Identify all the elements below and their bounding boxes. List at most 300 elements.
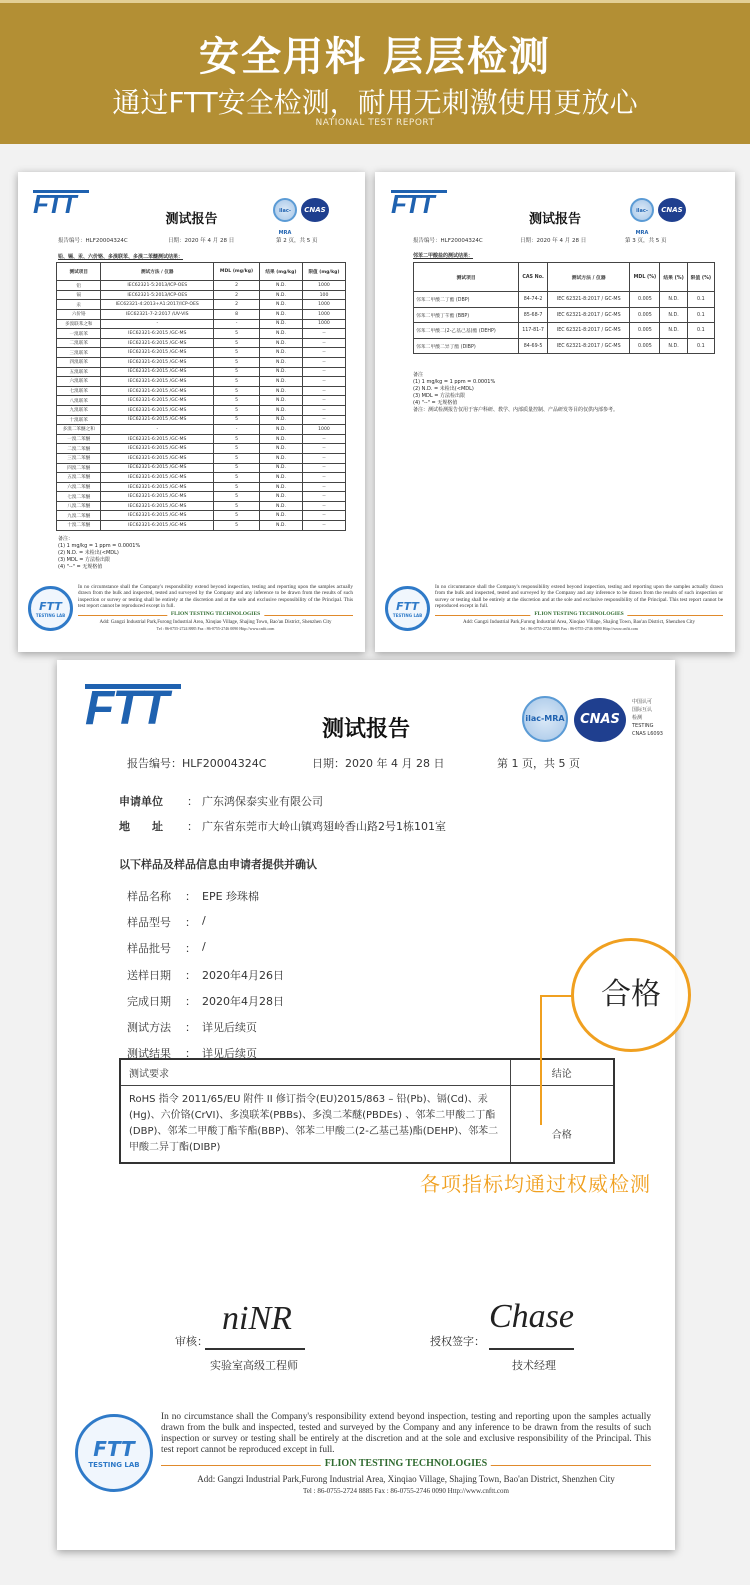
applicant-value: 广东鸿保泰实业有限公司 [202, 795, 323, 808]
table-cell: N.D. [259, 444, 302, 454]
table-cell: 五溴联苯 [57, 367, 101, 377]
table-cell: N.D. [259, 511, 302, 521]
field-value: 详见后续页 [202, 1021, 257, 1034]
column-header: MDL (mg/kg) [214, 263, 260, 281]
table-cell: 85-68-7 [519, 307, 548, 323]
table-cell: IEC62321-7-2:2017 /UV-VIS [101, 310, 214, 320]
table-cell: 0.1 [687, 307, 714, 323]
table-cell: 5 [214, 492, 260, 502]
column-header: 测试方法 / 仪器 [548, 263, 630, 292]
field-value: 2020年4月28日 [202, 994, 284, 1008]
table-cell: -- [302, 338, 345, 348]
table-cell: IEC62321-6:2015 /GC-MS [101, 329, 214, 339]
conclusion-header: 结论 [510, 1059, 614, 1085]
table-cell: N.D. [259, 367, 302, 377]
report-number: 报告编号：HLF20004324C [413, 238, 483, 244]
report-page-1 [57, 660, 675, 1550]
field-label: 样品名称 [127, 890, 171, 903]
page-number: 第 3 页，共 5 页 [625, 238, 667, 244]
table-cell: 一溴联苯 [57, 329, 101, 339]
table-cell: 十溴二苯醚 [57, 521, 101, 531]
table-cell: 100 [302, 290, 345, 300]
note-line: 备注：测试检测报告仅用于客户科研、教学、内部质量控制、产品研发等目的仅供内部参考。 [413, 407, 619, 413]
callout-connector [540, 995, 573, 997]
table-cell: 多溴二苯醚之和 [57, 425, 101, 435]
ilac-logo: ilac-MRA [630, 198, 654, 222]
table-cell: -- [302, 357, 345, 367]
header-banner [0, 0, 750, 144]
table-cell: IEC62321-6:2015 /GC-MS [101, 377, 214, 387]
note-line: 备注 [413, 372, 424, 378]
cnas-text-line: TESTING [632, 723, 654, 729]
table-cell: 0.1 [687, 338, 714, 354]
table-cell: IEC 62321-8:2017 / GC-MS [548, 307, 630, 323]
note-line: (1) 1 mg/kg = 1 ppm = 0.0001% [58, 543, 141, 549]
table-cell: 1000 [302, 310, 345, 320]
table-row [57, 482, 346, 492]
table-cell: IEC62321-6:2015 /GC-MS [101, 348, 214, 358]
table-cell: IEC62321-6:2015 /GC-MS [101, 463, 214, 473]
notes [58, 536, 140, 571]
table-cell: 多溴联苯之和 [57, 319, 101, 329]
table-cell: IEC62321-6:2015 /GC-MS [101, 434, 214, 444]
column-header: 结果 (mg/kg) [259, 263, 302, 281]
company-contact: Tel : 86-0755-2724 8885 Fax : 86-0755-2746 0090 Http://www.cnftt.com [156, 626, 275, 632]
table-cell: N.D. [259, 281, 302, 291]
table-row [57, 463, 346, 473]
table-row [414, 307, 715, 323]
table-cell: 5 [214, 444, 260, 454]
company-address: Add: Gangzi Industrial Park,Furong Industrial Area, Xinqiao Village, Shajing Town, Bao'an District, Shenzhen City [99, 619, 332, 625]
table-row [57, 357, 346, 367]
cnas-text-line: 中国认可 [632, 699, 653, 705]
table-row [414, 323, 715, 339]
table-cell: N.D. [259, 492, 302, 502]
testing-lab-stamp [385, 586, 430, 631]
requirement-header: 测试要求 [120, 1059, 510, 1085]
testing-lab-stamp [28, 586, 73, 631]
table-cell: 八溴二苯醚 [57, 501, 101, 511]
table-cell: 三溴联苯 [57, 348, 101, 358]
footer [78, 584, 353, 631]
table-row [57, 473, 346, 483]
page-number: 第 2 页，共 5 页 [276, 238, 318, 244]
table-cell: IEC62321-5:2013/ICP-OES [101, 281, 214, 291]
table-cell: N.D. [259, 463, 302, 473]
table-row [57, 377, 346, 387]
column-header: 限值 (mg/kg) [302, 263, 345, 281]
company-name: FLION TESTING TECHNOLOGIES [321, 1458, 491, 1469]
cnas-logo: CNAS [301, 198, 329, 222]
table-cell: -- [302, 396, 345, 406]
table-cell: 1000 [302, 300, 345, 310]
field-label: 测试方法 [127, 1021, 171, 1034]
table-cell: -- [302, 405, 345, 415]
table-cell: - [214, 319, 260, 329]
table-cell: -- [302, 386, 345, 396]
cnas-accreditation-text [632, 698, 663, 738]
table-cell: -- [302, 492, 345, 502]
table-cell: -- [302, 453, 345, 463]
ilac-logo: ilac-MRA [522, 696, 568, 742]
signature-line [489, 1348, 574, 1350]
table-cell: -- [302, 348, 345, 358]
table-caption: 铅、镉、汞、六价铬、多溴联苯、多溴二苯醚测试结果： [58, 254, 184, 260]
table-cell: 5 [214, 463, 260, 473]
table-cell: -- [302, 329, 345, 339]
address-value: 广东省东莞市大岭山镇鸡翅岭香山路2号1栋101室 [202, 820, 446, 833]
table-row [57, 290, 346, 300]
table-cell: IEC62321-6:2015 /GC-MS [101, 482, 214, 492]
table-row [57, 511, 346, 521]
field-value: 详见后续页 [202, 1047, 257, 1061]
table-row [414, 338, 715, 354]
table-cell: 5 [214, 367, 260, 377]
report-title: 测试报告 [165, 212, 218, 227]
report-title: 测试报告 [321, 717, 410, 742]
table-cell: IEC62321-6:2015 /GC-MS [101, 338, 214, 348]
table-cell: N.D. [259, 377, 302, 387]
table-cell: 邻苯二甲酸二(2-乙基己基)酯 (DEHP) [414, 323, 519, 339]
cnas-text-line: 检测 [632, 715, 643, 721]
field-label: 完成日期 [127, 994, 171, 1008]
table-cell: 117-81-7 [519, 323, 548, 339]
table-cell: N.D. [259, 290, 302, 300]
table-cell: 汞 [57, 300, 101, 310]
table-cell: IEC62321-6:2015 /GC-MS [101, 492, 214, 502]
table-cell: N.D. [259, 329, 302, 339]
table-cell: 四溴联苯 [57, 357, 101, 367]
table-cell: 邻苯二甲酸二异丁酯 (DIBP) [414, 338, 519, 354]
stamp-logo: FTT [396, 600, 419, 613]
table-cell: -- [302, 511, 345, 521]
colon: ： [187, 795, 198, 808]
table-cell: 十溴联苯 [57, 415, 101, 425]
table-row [57, 434, 346, 444]
table-cell: 镉 [57, 290, 101, 300]
table-cell: IEC62321-6:2015 /GC-MS [101, 386, 214, 396]
table-cell: N.D. [259, 453, 302, 463]
field-label: 送样日期 [127, 968, 171, 982]
table-cell: 一溴二苯醚 [57, 434, 101, 444]
table-cell: - [101, 319, 214, 329]
table-cell: 2 [214, 281, 260, 291]
table-cell: IEC62321-6:2015 /GC-MS [101, 453, 214, 463]
table-row [57, 492, 346, 502]
table-cell: IEC 62321-8:2017 / GC-MS [548, 338, 630, 354]
table-cell: 九溴二苯醚 [57, 511, 101, 521]
table-cell: N.D. [660, 307, 687, 323]
table-cell: 5 [214, 329, 260, 339]
table-cell: N.D. [259, 482, 302, 492]
table-cell: 八溴联苯 [57, 396, 101, 406]
table-cell: 三溴二苯醚 [57, 453, 101, 463]
table-cell: 邻苯二甲酸二丁酯 (DBP) [414, 292, 519, 308]
table-row [57, 319, 346, 329]
note-line: 备注： [58, 536, 74, 542]
column-header: 测试方法 / 仪器 [101, 263, 214, 281]
note-line: (2) N.D. = 未检出(<MDL) [413, 386, 474, 392]
table-cell: N.D. [259, 300, 302, 310]
table-row [57, 386, 346, 396]
ftt-logo: FTT [391, 190, 447, 215]
table-cell: -- [302, 501, 345, 511]
table-cell: N.D. [259, 521, 302, 531]
disclaimer: In no circumstance shall the Company's responsibility extend beyond inspection, testing and reporting upon the samples actually drawn from the bulk and inspected, tested and surveyed by the Company and any inference to be drawn from the results of such inspection or survey or testing shall be entirely at the discretion and at the sole and exclusive responsibility of the Principal. This test report cannot be reproduced except in full. [78, 584, 353, 610]
table-cell: 2 [214, 290, 260, 300]
table-cell: 5 [214, 482, 260, 492]
field-label: 测试结果 [127, 1047, 171, 1061]
cnas-text-line: CNAS L6093 [632, 731, 663, 737]
table-cell: IEC62321-6:2015 /GC-MS [101, 444, 214, 454]
column-header: MDL (%) [630, 263, 660, 292]
page-number: 第 1 页，共 5 页 [497, 757, 580, 770]
field-colon: ： [185, 942, 196, 956]
table-cell: - [101, 425, 214, 435]
table-cell: 5 [214, 453, 260, 463]
table-cell: IEC62321-6:2015 /GC-MS [101, 511, 214, 521]
company-address: Add: Gangzi Industrial Park,Furong Industrial Area, Xinqiao Village, Shajing Town, Bao'an District, Shenzhen City [463, 619, 695, 625]
table-cell: 5 [214, 521, 260, 531]
field-colon: ： [185, 1021, 196, 1034]
note-line: (3) MDL = 方法检出限 [58, 557, 110, 563]
table-row [57, 453, 346, 463]
callout-circle: 合格 [571, 938, 691, 1052]
table-cell: 5 [214, 357, 260, 367]
column-header: 结果 (%) [660, 263, 687, 292]
table-cell: IEC62321-6:2015 /GC-MS [101, 367, 214, 377]
column-header: 测试项目 [414, 263, 519, 292]
testing-lab-stamp [75, 1414, 153, 1492]
table-cell: IEC 62321-8:2017 / GC-MS [548, 292, 630, 308]
company-contact: Tel : 86-0755-2724 8885 Fax : 86-0755-2746 0090 Http://www.cnftt.com [303, 1487, 509, 1495]
report-page-2 [18, 172, 365, 652]
field-colon: ： [185, 916, 196, 930]
field-colon: ： [185, 1047, 196, 1061]
note-line: (1) 1 mg/kg = 1 ppm = 0.0001% [413, 379, 496, 385]
table-cell: IEC62321-6:2015 /GC-MS [101, 415, 214, 425]
field-value: 2020年4月26日 [202, 968, 284, 982]
table-cell: -- [302, 367, 345, 377]
stamp-logo: FTT [39, 600, 62, 613]
table-cell: 0.005 [630, 323, 660, 339]
note-line: (4) "--" = 无规格值 [58, 564, 103, 570]
note-line: (2) N.D. = 未检出(<MDL) [58, 550, 119, 556]
table-cell: IEC62321-6:2015 /GC-MS [101, 405, 214, 415]
table-cell: 七溴二苯醚 [57, 492, 101, 502]
table-cell: 邻苯二甲酸丁苄酯 (BBP) [414, 307, 519, 323]
callout-caption: 各项指标均通过权威检测 [420, 1172, 651, 1196]
table-cell: 5 [214, 434, 260, 444]
field-colon: ： [185, 890, 196, 903]
notes [413, 372, 618, 414]
reviewer-signature: niNR [222, 1300, 292, 1337]
conclusion-value: 合格 [510, 1085, 614, 1163]
table-cell: N.D. [259, 434, 302, 444]
table-cell: 8 [214, 310, 260, 320]
banner-title: 安全用料 层层检测 [199, 34, 551, 80]
field-colon: ： [185, 994, 196, 1008]
table-cell: N.D. [259, 319, 302, 329]
table-cell: N.D. [259, 348, 302, 358]
table-cell: 2 [214, 300, 260, 310]
table-row [57, 521, 346, 531]
report-page-3 [375, 172, 735, 652]
cnas-logo: CNAS [658, 198, 686, 222]
table-caption: 邻苯二甲酸盐的测试结果： [413, 253, 474, 259]
reviewer-title: 实验室高级工程师 [210, 1359, 298, 1372]
company-name: FLION TESTING TECHNOLOGIES [530, 611, 627, 617]
table-cell: -- [302, 444, 345, 454]
table-cell: 5 [214, 415, 260, 425]
table-cell: -- [302, 434, 345, 444]
table-cell: N.D. [660, 338, 687, 354]
table-cell: - [214, 425, 260, 435]
banner-tagline: NATIONAL TEST REPORT [315, 118, 435, 128]
field-colon: ： [185, 968, 196, 982]
signer-signature: Chase [489, 1298, 574, 1335]
table-cell: N.D. [259, 338, 302, 348]
report-title: 测试报告 [528, 212, 581, 227]
table-cell: N.D. [259, 501, 302, 511]
table-cell: N.D. [259, 473, 302, 483]
table-cell: 0.1 [687, 323, 714, 339]
results-table [413, 262, 715, 354]
table-row [57, 405, 346, 415]
table-cell: IEC 62321-8:2017 / GC-MS [548, 323, 630, 339]
table-cell: 5 [214, 377, 260, 387]
colon: ： [187, 820, 198, 833]
table-cell: 1000 [302, 281, 345, 291]
disclaimer: In no circumstance shall the Company's responsibility extend beyond inspection, testing and reporting upon the samples actually drawn from the bulk and inspected, tested and surveyed by the Company and any inference to be drawn from the results of such inspection or survey or testing shall be entirely at the discretion and at the sole and exclusive responsibility of the Principal. This test report cannot be reproduced except in full. [435, 584, 723, 610]
table-row [57, 501, 346, 511]
table-cell: 1000 [302, 425, 345, 435]
table-cell: N.D. [660, 323, 687, 339]
stamp-text: TESTING LAB [35, 613, 66, 618]
table-cell: 0.005 [630, 307, 660, 323]
report-date: 日期：2020 年 4 月 28 日 [168, 238, 235, 244]
results-table [56, 262, 346, 531]
table-row [57, 338, 346, 348]
footer [161, 1412, 651, 1495]
company-contact: Tel : 86-0755-2724 8885 Fax : 86-0755-2746 0090 Http://www.cnftt.com [520, 626, 638, 632]
table-cell: N.D. [259, 386, 302, 396]
table-cell: IEC62321-6:2015 /GC-MS [101, 396, 214, 406]
table-row [57, 348, 346, 358]
table-row [57, 310, 346, 320]
column-header: 限值 (%) [687, 263, 714, 292]
stamp-text: TESTING LAB [392, 613, 423, 618]
requirement-text: RoHS 指令 2011/65/EU 附件 II 修订指令(EU)2015/863 – 铅(Pb)、镉(Cd)、汞(Hg)、六价铬(CrVI)、多溴联苯(PBBs)、多溴二苯醚(PBDEs) 、邻苯二甲酸二丁酯(DBP)、邻苯二甲酸丁酯苄酯(BBP)、邻苯二甲酸二(2-乙基己基)酯(DEHP)、邻苯二甲酸二异丁酯(DIBP) [120, 1085, 510, 1163]
stamp-text: TESTING LAB [88, 1461, 140, 1469]
table-row [57, 425, 346, 435]
table-cell: IEC62321-6:2015 /GC-MS [101, 357, 214, 367]
table-cell: -- [302, 463, 345, 473]
signer-title: 技术经理 [512, 1359, 556, 1372]
table-cell: N.D. [259, 357, 302, 367]
table-cell: 0.1 [687, 292, 714, 308]
cnas-text-line: 国际互认 [632, 707, 653, 713]
ftt-logo: FTT [33, 190, 89, 215]
cnas-logo: CNAS [574, 698, 626, 742]
table-cell: IEC62321-6:2015 /GC-MS [101, 473, 214, 483]
table-cell: 0.005 [630, 292, 660, 308]
company-address: Add: Gangzi Industrial Park,Furong Industrial Area, Xinqiao Village, Shajing Town, Bao'an District, Shenzhen City [197, 1474, 615, 1484]
ilac-logo: ilac-MRA [273, 198, 297, 222]
table-cell: -- [302, 473, 345, 483]
table-cell: 0.005 [630, 338, 660, 354]
table-cell: 七溴联苯 [57, 386, 101, 396]
table-cell: 六价铬 [57, 310, 101, 320]
field-value: / [202, 940, 206, 954]
signer-label: 授权签字： [430, 1335, 485, 1348]
report-number: 报告编号：HLF20004324C [58, 238, 128, 244]
table-row [57, 329, 346, 339]
table-cell: 5 [214, 473, 260, 483]
table-cell: N.D. [259, 310, 302, 320]
table-cell: N.D. [660, 292, 687, 308]
table-cell: 84-69-5 [519, 338, 548, 354]
table-row [57, 396, 346, 406]
table-row [414, 292, 715, 308]
field-label: 样品批号 [127, 942, 171, 956]
table-cell: N.D. [259, 396, 302, 406]
table-row [57, 300, 346, 310]
footer [435, 584, 723, 631]
sample-heading: 以下样品及样品信息由申请者提供并确认 [119, 858, 317, 871]
table-cell: 5 [214, 396, 260, 406]
table-cell: -- [302, 482, 345, 492]
callout-connector [540, 995, 542, 1125]
column-header: 测试项目 [57, 263, 101, 281]
table-cell: IEC62321-6:2015 /GC-MS [101, 501, 214, 511]
table-cell: 5 [214, 511, 260, 521]
field-value: / [202, 914, 206, 928]
reviewer-label: 审核： [175, 1335, 208, 1348]
table-row [57, 367, 346, 377]
signature-line [205, 1348, 305, 1350]
table-cell: 九溴联苯 [57, 405, 101, 415]
table-row [57, 444, 346, 454]
field-label: 样品型号 [127, 916, 171, 930]
note-line: (3) MDL = 方法检出限 [413, 393, 465, 399]
stamp-logo: FTT [93, 1437, 135, 1461]
table-cell: IEC62321-5:2013/ICP-OES [101, 290, 214, 300]
company-name: FLION TESTING TECHNOLOGIES [167, 611, 264, 617]
table-cell: 5 [214, 501, 260, 511]
table-row [57, 415, 346, 425]
report-number: 报告编号：HLF20004324C [127, 757, 267, 770]
table-cell: 5 [214, 405, 260, 415]
table-cell: 84-74-2 [519, 292, 548, 308]
table-cell: -- [302, 415, 345, 425]
table-cell: 5 [214, 348, 260, 358]
table-cell: 二溴二苯醚 [57, 444, 101, 454]
note-line: (4) "--" = 无规格值 [413, 400, 458, 406]
table-cell: 5 [214, 338, 260, 348]
table-cell: IEC62321-4:2013+A1:2017/ICP-OES [101, 300, 214, 310]
column-header: CAS No. [519, 263, 548, 292]
table-cell: -- [302, 377, 345, 387]
table-cell: N.D. [259, 425, 302, 435]
table-cell: 二溴联苯 [57, 338, 101, 348]
report-date: 日期：2020 年 4 月 28 日 [520, 238, 587, 244]
applicant-label: 申请单位 [119, 795, 163, 808]
table-cell: -- [302, 521, 345, 531]
field-value: EPE 珍珠棉 [202, 890, 260, 903]
table-cell: N.D. [259, 415, 302, 425]
table-cell: N.D. [259, 405, 302, 415]
